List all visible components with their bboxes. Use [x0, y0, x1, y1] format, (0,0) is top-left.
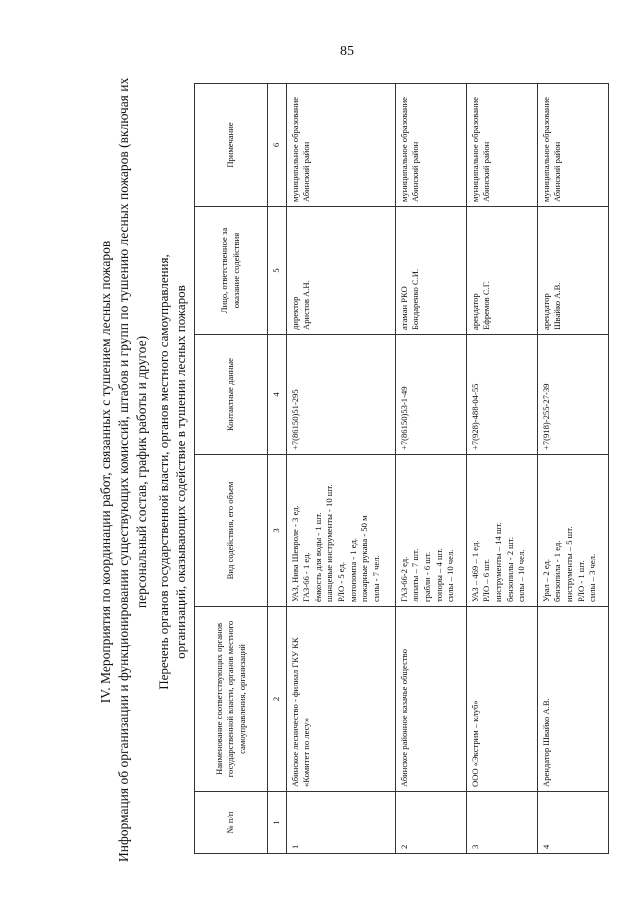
assistance-cell — [537, 455, 608, 607]
note-cell — [466, 84, 537, 207]
responsible-name: Швайко А.В. — [552, 282, 563, 330]
info-heading-line2: персональный состав, график работы и другое) — [134, 335, 149, 609]
responsible-position: атаман РКО — [398, 286, 409, 330]
assistance-item: РЛО - 1 шт. — [575, 560, 586, 602]
assistance-cell — [395, 455, 466, 607]
contact-cell: +7(928)-488-04-55 — [466, 335, 537, 455]
note-line: муниципальное образование — [398, 97, 409, 202]
table-row — [466, 84, 537, 854]
assistance-item: бензопилы - 2 шт. — [504, 536, 515, 602]
organization-name: Абинское лесничество - филиал ГКУ КК «Комитет по лесу» — [289, 637, 312, 787]
note-line: муниципальное образование — [469, 97, 480, 202]
organization-cell — [395, 607, 466, 792]
organization-name: Арендатор Швайко А.В. — [540, 698, 551, 787]
col-number: 5 — [268, 207, 287, 335]
col-header-organization: Наименование соответствующих органов государственной власти, органов местного самоуправления, организаций — [195, 607, 268, 792]
responsible-name: Аристов А.Н. — [301, 280, 312, 330]
responsible-position: арендатор — [540, 293, 551, 330]
assistance-item: мотопомпа - 1 ед. — [347, 538, 358, 602]
assistance-item: инструменты – 5 шт. — [564, 526, 575, 602]
assistance-item: пожарные рукава - 50 м — [359, 515, 370, 602]
organization-cell — [286, 607, 395, 792]
col-header-note: Примечание — [195, 84, 268, 207]
table-row — [537, 84, 608, 854]
row-number: 4 — [537, 792, 608, 854]
contact-cell: +7(918)-255-27-39 — [537, 335, 608, 455]
col-number: 3 — [268, 455, 287, 607]
col-header-number: № п/п — [195, 792, 268, 854]
assistance-item: ёмкость для воды - 1 шт. — [312, 512, 323, 602]
responsible-position: директор — [289, 296, 300, 330]
list-heading-line1: Перечень органов государственной власти, органов местного самоуправления, — [156, 254, 171, 690]
col-header-assistance: Вид содействия, его объем — [195, 455, 268, 607]
note-cell — [286, 84, 395, 207]
assistance-item: силы – 10 чел. — [516, 549, 527, 602]
list-heading-line2: организаций, оказывающих содействие в тушении лесных пожаров — [173, 285, 188, 659]
note-line: муниципальное образование — [289, 97, 300, 202]
contact-cell: +7(86150)51-295 — [286, 335, 395, 455]
assistance-item: ГАЗ-66 - 1 ед. — [301, 552, 312, 602]
responsible-cell — [286, 207, 395, 335]
organization-name: ООО «Экстрим – клуб» — [469, 700, 480, 787]
rotated-page-content — [90, 77, 630, 862]
note-line: Абинский район — [410, 141, 421, 202]
assistance-item: РЛО - 5 ед. — [335, 562, 346, 602]
assistance-item: Урал – 2 ед. — [540, 558, 551, 602]
note-line: муниципальное образование — [540, 97, 551, 202]
assistance-item: топоры – 4 шт. — [433, 548, 444, 602]
organization-cell — [466, 607, 537, 792]
assistance-cell — [466, 455, 537, 607]
table-row — [286, 84, 395, 854]
assistance-item: инструменты – 14 шт. — [493, 522, 503, 602]
assistance-item: грабли - 6 шт. — [421, 551, 432, 602]
organization-name: Абинское районное казачье общество — [398, 649, 409, 787]
assistance-item: силы – 3 чел. — [587, 553, 598, 602]
assistance-item: бензопила - 1 ед. — [552, 540, 563, 602]
assistance-cell — [286, 455, 395, 607]
note-cell — [537, 84, 608, 207]
note-line: Абинский район — [481, 141, 492, 202]
section-heading: IV. Мероприятия по координации работ, связанных с тушением лесных пожаров — [98, 240, 113, 704]
assistance-item: шанцевые инструменты - 10 шт. — [324, 484, 335, 602]
page-number: 85 — [340, 44, 354, 59]
assistance-item: силы – 10 чел. — [445, 549, 456, 602]
col-number: 4 — [268, 335, 287, 455]
row-number: 1 — [286, 792, 395, 854]
responsible-cell — [466, 207, 537, 335]
info-heading-line1: Информация об организации и функционировании существующих комиссий, штабов и групп по тушению лесных пожаров (включая их — [116, 77, 131, 862]
assistance-item: РЛО – 6 шт. — [481, 558, 492, 602]
assistance-item: силы - 7 чел. — [370, 555, 381, 602]
col-header-contact: Контактные данные — [195, 335, 268, 455]
note-cell — [395, 84, 466, 207]
row-number: 2 — [395, 792, 466, 854]
col-header-responsible: Лицо, ответственное за оказание содействия — [195, 207, 268, 335]
assistance-item: УАЗ, Нива Шевроле - 3 ед. — [289, 505, 300, 602]
col-number: 6 — [268, 84, 287, 207]
assistance-item: УАЗ – 469 – 1 ед. — [469, 540, 480, 602]
col-number: 2 — [268, 607, 287, 792]
assistance-item: ГАЗ-66-2 ед. — [398, 556, 409, 602]
column-number-row — [268, 84, 287, 854]
note-line: Абинский район — [552, 141, 563, 202]
responsible-name: Бондаренко С.И. — [410, 268, 421, 330]
responsible-position: арендатор — [469, 293, 480, 330]
row-number: 3 — [466, 792, 537, 854]
table-row — [395, 84, 466, 854]
col-number: 1 — [268, 792, 287, 854]
assistance-table — [194, 83, 609, 854]
assistance-item: лопаты – 7 шт. — [410, 548, 421, 602]
note-line: Абинский район — [301, 141, 312, 202]
table-header-row — [195, 84, 268, 854]
responsible-cell — [395, 207, 466, 335]
contact-cell: +7(86150)53-1-49 — [395, 335, 466, 455]
responsible-name: Ефремов С.Г. — [481, 281, 492, 330]
organization-cell — [537, 607, 608, 792]
responsible-cell — [537, 207, 608, 335]
